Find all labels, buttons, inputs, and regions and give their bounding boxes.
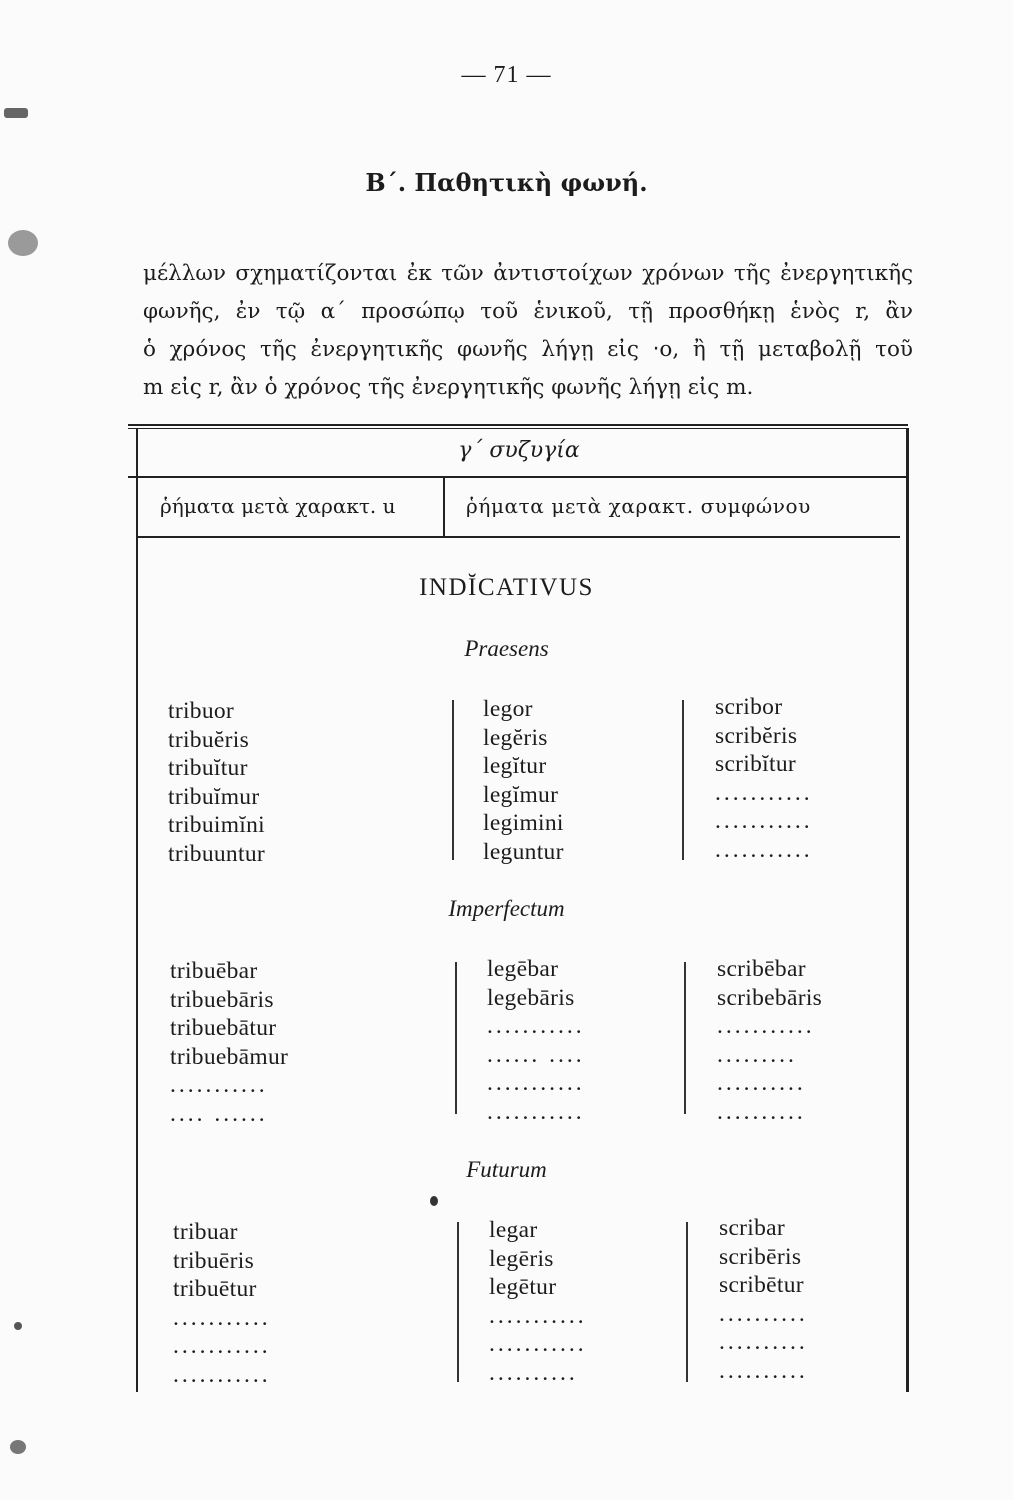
verb-form: scribĭtur	[715, 751, 797, 777]
scan-blot	[4, 108, 28, 118]
verb-form: scribēbar	[717, 956, 806, 982]
verb-form: scribebāris	[717, 984, 823, 1011]
scan-blot	[14, 1322, 22, 1330]
verb-form: legĕris	[483, 724, 548, 751]
page-number: — 71 —	[461, 62, 552, 88]
placeholder-dots: ...........	[717, 1013, 815, 1039]
verb-form: scribētur	[719, 1272, 804, 1298]
placeholder-dots: ...........	[173, 1361, 271, 1388]
verb-form: tribuebātur	[170, 1015, 277, 1041]
intro-line: φωνῆς, ἐν τῷ α΄ προσώπῳ τοῦ ἑνικοῦ, τῇ προσθήκῃ ἑνὸς r, ἂν	[143, 299, 913, 324]
table-top-rule	[128, 424, 908, 426]
verb-form: leguntur	[483, 838, 564, 865]
verb-form: scribor	[715, 694, 783, 720]
verb-form: tribuēbar	[170, 958, 258, 984]
placeholder-dots: ..........	[717, 1098, 806, 1125]
placeholder-dots: .........	[717, 1041, 797, 1068]
praesens-column-1	[168, 697, 265, 868]
verb-form: tribuebāmur	[170, 1043, 289, 1070]
column-divider	[686, 1222, 688, 1382]
placeholder-dots: ...........	[715, 808, 813, 834]
futurum-column-2	[489, 1216, 587, 1387]
mood-heading: INDĬCATIVUS	[419, 574, 594, 601]
intro-line: ὁ χρόνος τῆς ἐνεργητικῆς φωνῆς λήγῃ εἰς ‧o, ἢ τῇ μεταβολῇ τοῦ	[143, 337, 913, 362]
placeholder-dots: .... ......	[170, 1100, 268, 1127]
column-divider	[452, 700, 454, 860]
tense-heading-praesens: Praesens	[464, 636, 549, 661]
placeholder-dots: ..........	[719, 1357, 808, 1384]
verb-form: tribuebāris	[170, 986, 274, 1013]
column-heading-right: ῥήματα μετὰ χαρακτ. συμφώνου	[466, 494, 811, 518]
intro-line: μέλλων σχηματίζονται ἐκ τῶν ἀντιστοίχων χρόνων τῆς ἐνεργητικῆς	[143, 261, 913, 286]
placeholder-dots: ..........	[719, 1329, 808, 1355]
placeholder-dots: ...........	[173, 1304, 271, 1331]
header-divider	[443, 478, 445, 536]
scan-blot	[8, 230, 38, 256]
imperfectum-column-3	[717, 955, 822, 1126]
imperfectum-column-1	[170, 957, 288, 1128]
table-header-rule	[136, 536, 900, 538]
verb-form: legar	[489, 1217, 538, 1243]
placeholder-dots: ...........	[489, 1302, 587, 1329]
placeholder-dots: ...........	[487, 1013, 585, 1039]
table-top-rule-inner	[128, 428, 908, 429]
placeholder-dots: ...........	[487, 1098, 585, 1125]
tense-heading-imperfectum: Imperfectum	[448, 896, 565, 921]
praesens-column-3	[715, 693, 813, 864]
futurum-column-3	[719, 1214, 808, 1385]
verb-form: tribuuntur	[168, 840, 265, 867]
placeholder-dots: ...... ....	[487, 1041, 585, 1068]
scan-blot	[10, 1440, 26, 1454]
praesens-column-2	[483, 695, 564, 866]
verb-form: tribuĭtur	[168, 755, 248, 781]
verb-form: tribuor	[168, 698, 235, 724]
table-title-rule	[128, 476, 908, 478]
table-title: γ΄ συζυγία	[458, 438, 580, 463]
verb-form: tribuētur	[173, 1276, 257, 1302]
placeholder-dots: ..........	[719, 1300, 808, 1327]
placeholder-dots: ..........	[717, 1070, 806, 1096]
scan-blot	[430, 1196, 438, 1206]
column-divider	[682, 700, 684, 860]
verb-form: legebāris	[487, 984, 575, 1011]
verb-form: legimini	[483, 810, 564, 836]
intro-line: m εἰς r, ἂν ὁ χρόνος τῆς ἐνεργητικῆς φωνῆς λήγῃ εἰς m.	[143, 375, 754, 400]
verb-form: tribuar	[173, 1219, 238, 1245]
verb-form: tribuĕris	[168, 726, 250, 753]
futurum-column-1	[173, 1218, 271, 1389]
column-divider	[457, 1222, 459, 1382]
verb-form: legĭtur	[483, 753, 547, 779]
verb-form: scribar	[719, 1215, 786, 1241]
verb-form: legētur	[489, 1274, 557, 1300]
verb-form: legĭmur	[483, 781, 559, 808]
placeholder-dots: ...........	[173, 1333, 271, 1359]
column-heading-left: ῥήματα μετὰ χαρακτ. u	[160, 494, 396, 518]
verb-form: tribuēris	[173, 1247, 255, 1274]
placeholder-dots: ...........	[715, 779, 813, 806]
verb-form: legor	[483, 696, 533, 722]
placeholder-dots: ..........	[489, 1359, 578, 1386]
placeholder-dots: ...........	[170, 1072, 268, 1098]
verb-form: legēbar	[487, 956, 559, 982]
verb-form: tribuimĭni	[168, 812, 265, 838]
intro-paragraph	[143, 255, 913, 407]
placeholder-dots: ...........	[489, 1331, 587, 1357]
column-divider	[684, 962, 686, 1114]
verb-form: legēris	[489, 1245, 554, 1272]
verb-form: scribĕris	[715, 722, 798, 749]
section-heading: Β΄. Παθητικὴ φωνή.	[365, 168, 648, 197]
imperfectum-column-2	[487, 955, 585, 1126]
placeholder-dots: ...........	[487, 1070, 585, 1096]
column-divider	[455, 962, 457, 1114]
tense-heading-futurum: Futurum	[466, 1157, 547, 1182]
verb-form: scribēris	[719, 1243, 802, 1270]
verb-form: tribuĭmur	[168, 783, 260, 810]
placeholder-dots: ...........	[715, 836, 813, 863]
